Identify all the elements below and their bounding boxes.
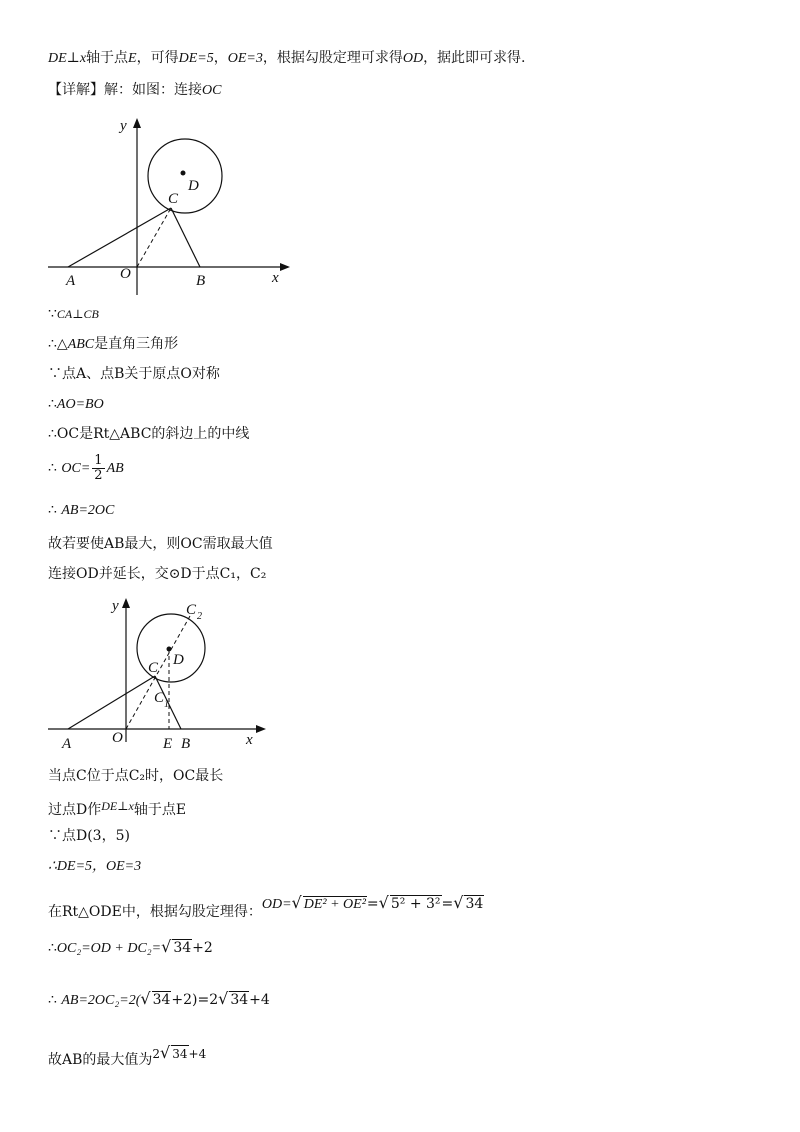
fig2-label-a: A	[62, 736, 72, 752]
sqrt-icon: √	[161, 937, 172, 956]
fig1-label-o: O	[120, 266, 131, 282]
fig2-label-c2-sub: 2	[197, 611, 202, 622]
step-text: 当点C位于点C₂时，OC最长	[48, 768, 224, 784]
fig1-ca	[68, 208, 171, 267]
step-sym: ∴	[48, 940, 57, 956]
intro-od: OD	[402, 51, 424, 66]
detail-text: 解：如图：连接	[104, 82, 202, 98]
answer-line	[48, 1040, 206, 1073]
step-ca-perp	[48, 304, 99, 324]
intro-e: E	[128, 51, 137, 66]
step-sym: ∴	[48, 992, 57, 1008]
fig1-center-dot	[181, 171, 186, 176]
intro-oe3: OE=3	[227, 51, 263, 66]
fig1-label-b: B	[196, 273, 206, 289]
fig2-label-c: C	[148, 660, 159, 676]
intro-de5: DE=5	[178, 51, 214, 66]
fig1-cb	[171, 208, 200, 267]
fig1-circle	[148, 139, 222, 213]
answer-rest: +4	[188, 1047, 207, 1061]
step-text: AB=2OC	[61, 503, 115, 518]
step-de-oe	[48, 856, 141, 877]
fig2-ca	[68, 676, 155, 729]
step-text: ∴DE=5，OE=3	[48, 859, 142, 874]
oc2-lhs: OC₂=OD + DC₂=	[56, 941, 162, 956]
sqrt-icon: √	[218, 989, 229, 1008]
fig1-label-x: x	[272, 270, 279, 286]
one-half-fraction	[92, 454, 104, 483]
fig2-label-d: D	[173, 652, 184, 668]
ab-rad2: 34	[230, 992, 249, 1008]
step-sym: ∵	[48, 306, 57, 322]
sqrt-icon: √	[378, 893, 389, 912]
detail-oc: OC	[202, 83, 222, 98]
step-point-d	[48, 826, 130, 846]
fig1-oc-dashed	[137, 208, 171, 267]
step-sym: ∵	[48, 366, 62, 382]
step-text: OC是Rt△ABC的斜边上的中线	[56, 426, 250, 442]
step-oc2	[48, 934, 213, 962]
fig1-label-a: A	[66, 273, 76, 289]
fig2-label-b: B	[181, 736, 191, 752]
step-draw-de	[48, 796, 186, 820]
step-ab-2oc	[48, 500, 114, 521]
step-text: ∵点D(3，5)	[48, 828, 130, 844]
intro-axis: 轴于点	[86, 50, 129, 66]
sqrt-icon: √	[291, 893, 302, 912]
ab-rad: 34	[152, 992, 171, 1008]
step-sym: ∴	[48, 502, 57, 518]
pyth-rad1: DE² + OE²	[303, 897, 366, 912]
answer-rad: 34	[172, 1047, 188, 1061]
step-extend-od	[48, 564, 266, 584]
answer-pre: 故AB的最大值为	[48, 1052, 153, 1068]
frac-rhs: AB	[106, 461, 124, 476]
step-pythagoras	[48, 890, 484, 925]
fig2-label-e: E	[163, 736, 173, 752]
step-text-2: 轴于点E	[133, 802, 187, 818]
step-sym: ∴	[48, 336, 57, 352]
detail-line	[48, 80, 221, 101]
figure-1	[40, 110, 300, 300]
intro-rest: ，根据勾股定理可求得	[262, 50, 403, 66]
step-text: 故若要使AB最大，则OC需取最大值	[48, 536, 273, 552]
step-text: AO=BO	[56, 397, 104, 412]
sqrt-icon: √	[140, 989, 151, 1008]
step-symmetric	[48, 364, 220, 384]
intro-sep: ，	[213, 50, 228, 66]
step-oc-half-ab	[48, 452, 124, 485]
step-de-perp: DE⊥x	[101, 799, 134, 813]
fig1-label-d: D	[188, 178, 199, 194]
intro-end: ，据此即可求得.	[423, 50, 526, 66]
pyth-rad2: 5² + 3²	[390, 896, 441, 912]
step-ab-final	[48, 986, 270, 1014]
ab-mid: +2)=2	[171, 992, 219, 1008]
oc2-rest: +2	[192, 940, 213, 956]
ab-rest: +4	[249, 992, 270, 1008]
fig2-label-c1: C	[154, 690, 165, 706]
fig1-y-arrow	[133, 118, 141, 128]
sqrt-icon: √	[453, 893, 464, 912]
sqrt-icon: √	[160, 1043, 171, 1062]
step-rest: 是直角三角形	[94, 336, 179, 352]
frac-num: 1	[94, 452, 103, 468]
pyth-eq2: =	[441, 896, 454, 912]
fig2-label-o: O	[112, 730, 123, 746]
step-text: 过点D作	[48, 802, 102, 818]
figure-2	[40, 592, 280, 752]
fig2-label-y: y	[112, 598, 119, 614]
step-oc-longest	[48, 766, 223, 786]
fig1-label-y: y	[120, 118, 127, 134]
step-text: 连接OD并延长，交⊙D于点C₁，C₂	[48, 566, 267, 582]
detail-tag: 【详解】	[48, 82, 104, 98]
intro-text: ，可得	[136, 50, 179, 66]
frac-lhs: OC=	[61, 461, 91, 476]
oc2-rad: 34	[173, 940, 192, 956]
step-text: CA⊥CB	[56, 307, 99, 321]
step-text: △ABC	[56, 337, 95, 352]
fig2-label-c1-sub: 1	[164, 699, 169, 710]
fig2-label-c2: C	[186, 602, 197, 618]
fig1-label-c: C	[168, 191, 179, 207]
pyth-rad3: 34	[465, 896, 484, 912]
step-ao-bo	[48, 394, 104, 415]
intro-line	[48, 48, 526, 69]
frac-den: 2	[94, 467, 103, 483]
pyth-pre: 在Rt△ODE中，根据勾股定理得：	[48, 904, 262, 920]
step-sym: ∴	[48, 396, 57, 412]
fig2-label-x: x	[246, 732, 253, 748]
de-perp-expr: DE⊥x	[48, 51, 87, 66]
step-right-triangle	[48, 334, 178, 355]
pyth-eq: =	[366, 896, 379, 912]
fig1-x-arrow	[280, 263, 290, 271]
step-median	[48, 424, 249, 444]
fig2-y-arrow	[122, 598, 130, 608]
fig2-x-arrow	[256, 725, 266, 733]
step-maximize	[48, 534, 273, 554]
step-sym: ∴	[48, 426, 57, 442]
step-text: 点A、点B关于原点O对称	[62, 366, 220, 382]
answer-coef: 2	[152, 1047, 161, 1061]
ab-lhs: AB=2OC₂=2(	[61, 993, 141, 1008]
pyth-od: OD=	[261, 897, 292, 912]
frac-sym: ∴	[48, 460, 57, 476]
